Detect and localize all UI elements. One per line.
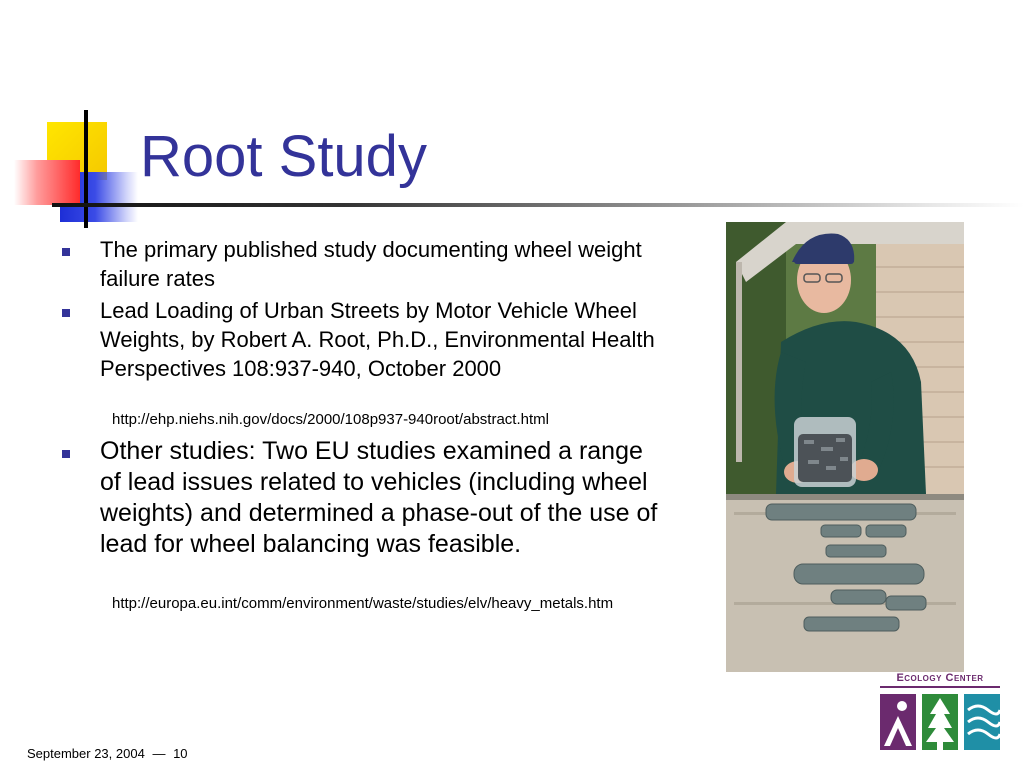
title-underline	[52, 203, 1024, 207]
logo-emblem-icon	[878, 692, 1002, 754]
bullet-marker	[62, 248, 70, 256]
bullet-marker	[62, 309, 70, 317]
decor-vertical-line	[84, 110, 88, 228]
slide-footer	[27, 746, 192, 761]
footer-page-number: 10	[173, 746, 188, 761]
bullet-text: Other studies: Two EU studies examined a range of lead issues related to vehicles (including wheel weights) and determined a phase-out of the use of lead for wheel balancing was feasible.	[100, 437, 658, 558]
decor-red-square	[14, 160, 80, 205]
ecology-center-logo	[878, 672, 1002, 754]
photo-wheel-weights	[726, 222, 964, 672]
footer-separator: —	[152, 746, 166, 761]
reference-link[interactable]: http://ehp.niehs.nih.gov/docs/2000/108p937-940root/abstract.html	[112, 411, 549, 428]
bullet-marker	[62, 450, 70, 458]
footer-date: September 23, 2004	[27, 746, 145, 761]
logo-rule	[880, 686, 1000, 688]
logo-name: Ecology Center	[896, 672, 984, 684]
bullet-text: Lead Loading of Urban Streets by Motor Vehicle Wheel Weights, by Robert A. Root, Ph.D., Environmental Health Perspectives 108:937-940, October 2000	[100, 298, 655, 381]
reference-link[interactable]: http://europa.eu.int/comm/environment/waste/studies/elv/heavy_metals.htm	[112, 595, 614, 612]
slide-title: Root Study	[140, 124, 427, 189]
bullet-text: The primary published study documenting wheel weight failure rates	[100, 237, 642, 291]
